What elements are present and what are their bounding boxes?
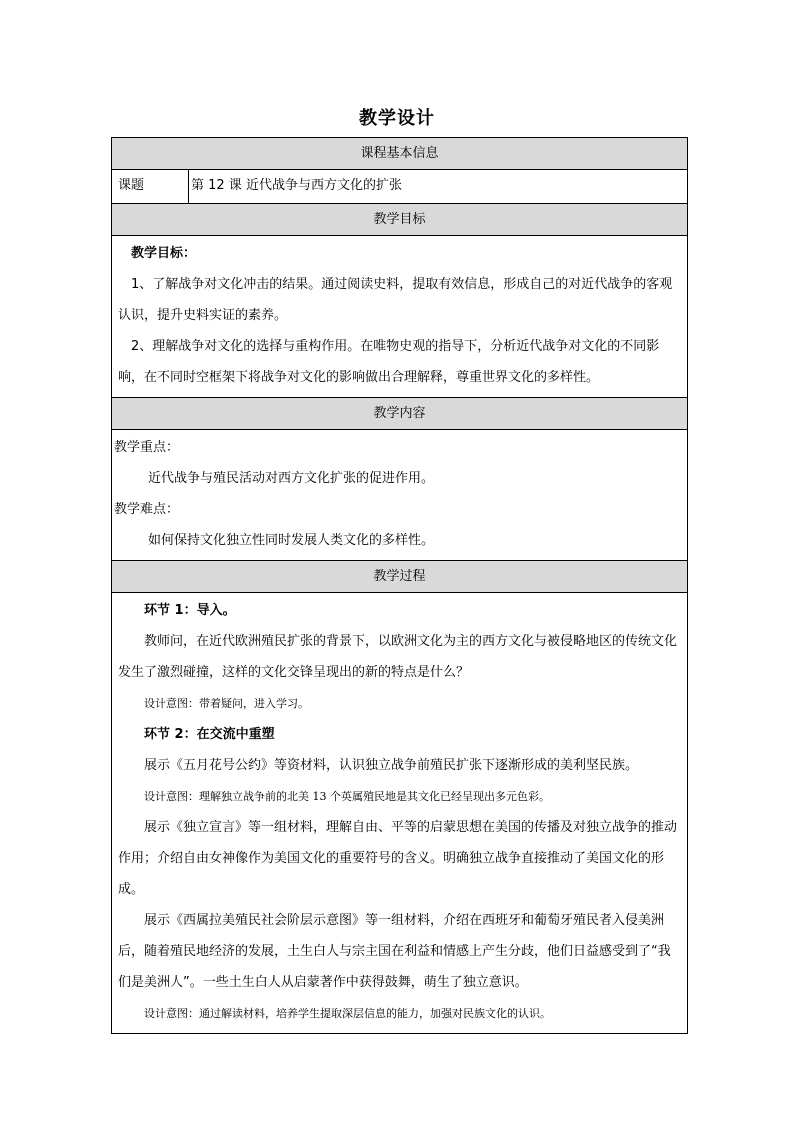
basic-info-header: 课程基本信息 — [112, 138, 688, 170]
key-point-text: 近代战争与殖民活动对西方文化扩张的促进作用。 — [148, 471, 435, 486]
section-header-basic-info — [112, 138, 688, 170]
step2-paragraph-3: 展示《西属拉美殖民社会阶层示意图》等一组材料，介绍在西班牙和葡萄牙殖民者入侵美洲后，随着殖民地经济的发展，土生白人与宗主国在利益和情感上产生分歧，他们日益感受到了“我们是美洲人”。一些土生白人从启蒙著作中获得鼓舞，萌生了独立意识。 — [118, 913, 671, 990]
process-header: 教学过程 — [112, 561, 688, 593]
step2-title: 环节 2：在交流中重塑 — [144, 727, 275, 742]
step2-paragraph-1: 展示《五月花号公约》等资材料，认识独立战争前殖民扩张下逐渐形成的美利坚民族。 — [144, 758, 639, 773]
step1-intent: 设计意图：带着疑问，进入学习。 — [144, 697, 309, 710]
objective-item-1: 1、了解战争对文化冲击的结果。通过阅读史料，提取有效信息，形成自己的对近代战争的客观认识，提升史料实证的素养。 — [118, 277, 673, 323]
document-title: 教学设计 — [359, 108, 435, 129]
course-label: 课题 — [112, 170, 189, 204]
section-header-content — [112, 398, 688, 430]
course-title: 第 12 课 近代战争与西方文化的扩张 — [189, 170, 688, 204]
key-point-label: 教学重点： — [114, 440, 180, 455]
difficulty-label: 教学难点： — [114, 502, 180, 517]
step1-text: 教师问，在近代欧洲殖民扩张的背景下，以欧洲文化为主的西方文化与被侵略地区的传统文化发生了激烈碰撞，这样的文化交锋呈现出的新的特点是什么？ — [118, 634, 678, 680]
course-row — [112, 170, 688, 204]
objectives-row — [112, 236, 688, 398]
step1-title: 环节 1：导入。 — [144, 603, 236, 618]
section-header-objectives — [112, 204, 688, 236]
objectives-header: 教学目标 — [112, 204, 688, 236]
process-row — [112, 593, 688, 1034]
content-header: 教学内容 — [112, 398, 688, 430]
section-header-process — [112, 561, 688, 593]
objectives-body — [112, 236, 688, 398]
content-body — [112, 430, 688, 561]
step2-intent-2: 设计意图：通过解读材料，培养学生提取深层信息的能力，加强对民族文化的认识。 — [144, 1007, 551, 1020]
process-body — [112, 593, 688, 1034]
difficulty-text: 如何保持文化独立性同时发展人类文化的多样性。 — [148, 533, 435, 548]
lesson-plan-table — [111, 137, 688, 1034]
objectives-lead: 教学目标： — [131, 246, 197, 261]
content-row — [112, 430, 688, 561]
step2-intent-1: 设计意图：理解独立战争前的北美 13 个英属殖民地是其文化已经呈现出多元色彩。 — [144, 790, 550, 803]
objective-item-2: 2、理解战争对文化的选择与重构作用。在唯物史观的指导下，分析近代战争对文化的不同影响，在不同时空框架下将战争对文化的影响做出合理解释，尊重世界文化的多样性。 — [118, 339, 660, 385]
step2-paragraph-2: 展示《独立宣言》等一组材料，理解自由、平等的启蒙思想在美国的传播及对独立战争的推动作用；介绍自由女神像作为美国文化的重要符号的含义。明确独立战争直接推动了美国文化的形成。 — [118, 820, 678, 897]
